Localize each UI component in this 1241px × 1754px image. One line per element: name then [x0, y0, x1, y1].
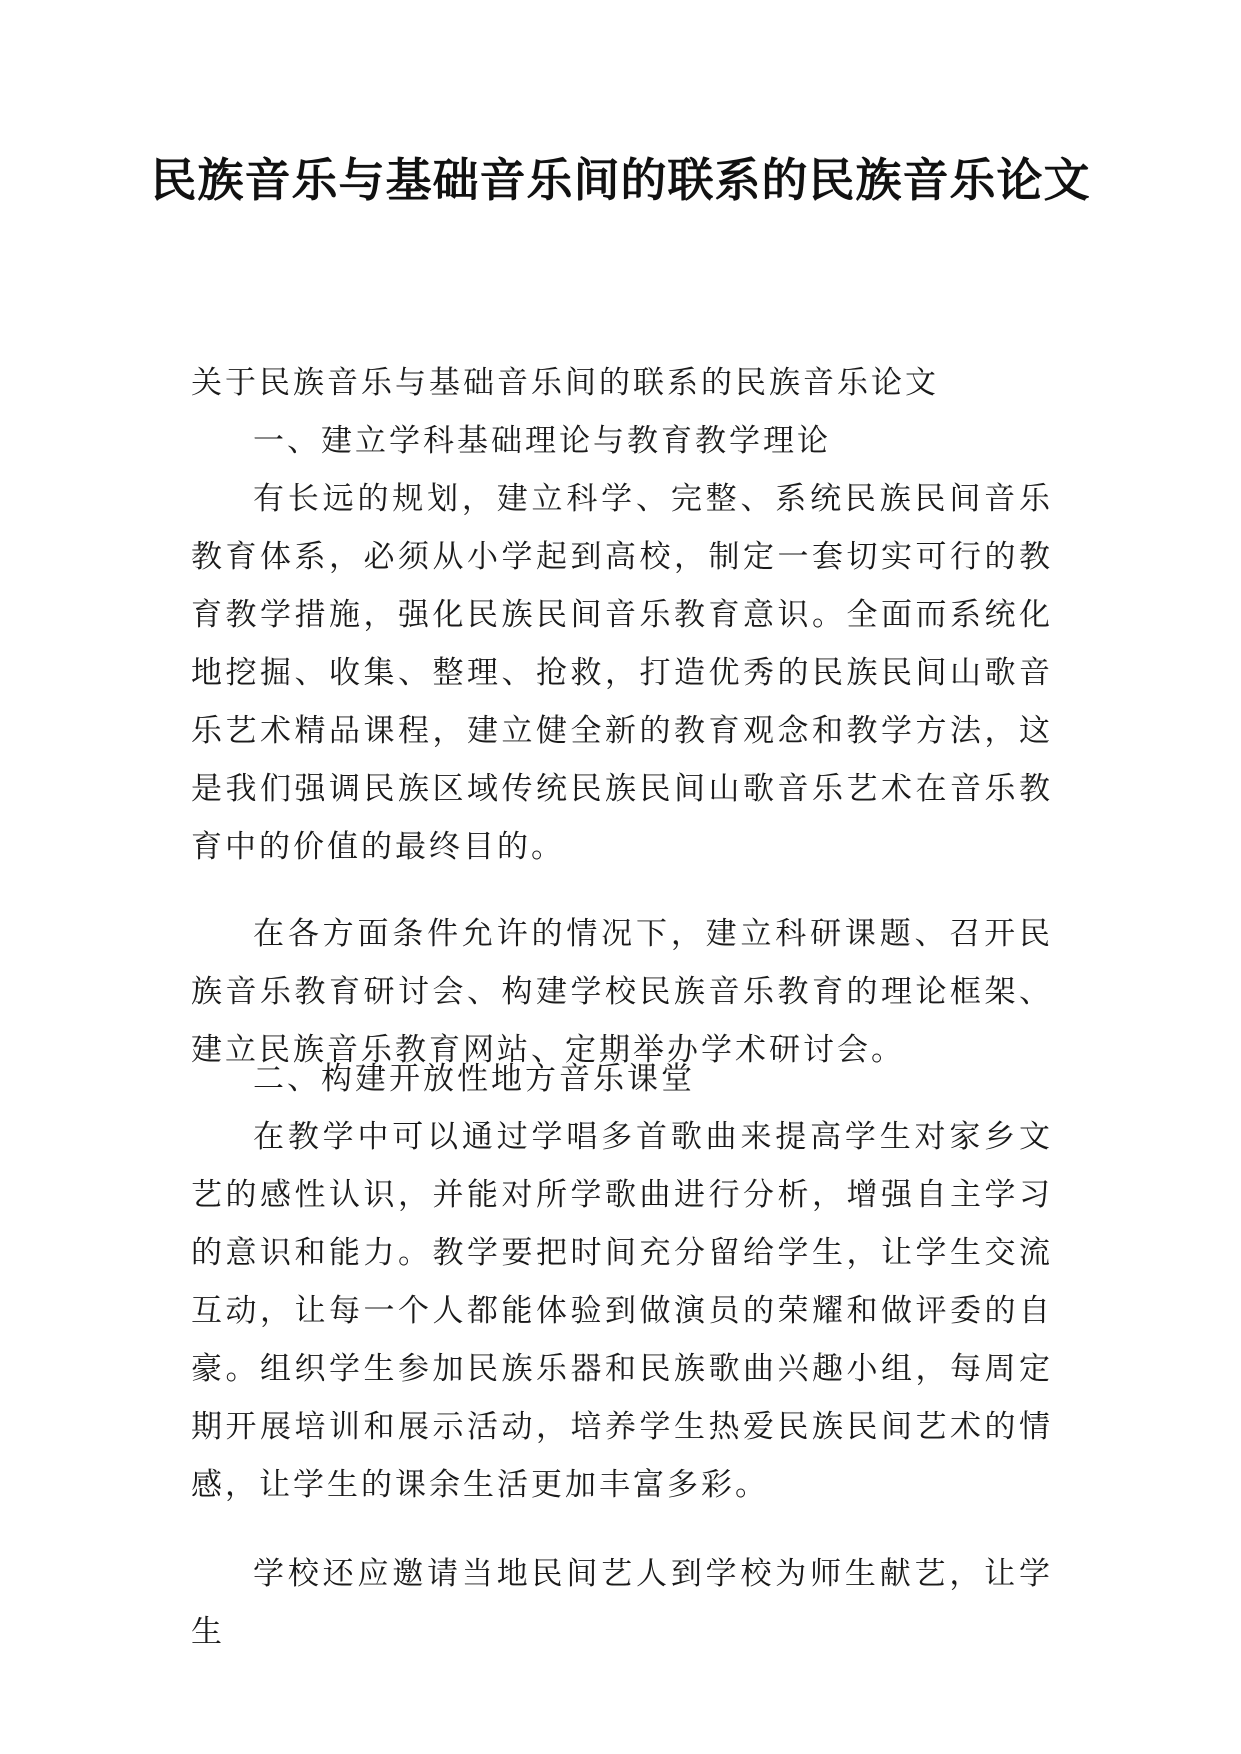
document-subtitle: 关于民族音乐与基础音乐间的联系的民族音乐论文 — [191, 365, 939, 401]
paragraph-3: 在教学中可以通过学唱多首歌曲来提高学生对家乡文艺的感性认识，并能对所学歌曲进行分析，增强自主学习的意识和能力。教学要把时间充分留给学生，让学生交流互动，让每一个人都能体验到做演员的荣耀和做评委的自豪。组织学生参加民族乐器和民族歌曲兴趣小组，每周定期开展培训和展示活动，培养学生热爱民族民间艺术的情感，让学生的课余生活更加丰富多彩。 — [191, 1119, 1053, 1503]
section-heading-2: 二、构建开放性地方音乐课堂 — [253, 1061, 695, 1097]
paragraph-4: 学校还应邀请当地民间艺人到学校为师生献艺，让学生 — [191, 1556, 1053, 1650]
document-title: 民族音乐与基础音乐间的联系的民族音乐论文 — [150, 153, 1091, 207]
section-heading-1: 一、建立学科基础理论与教育教学理论 — [253, 423, 831, 459]
paragraph-1: 有长远的规划，建立科学、完整、系统民族民间音乐教育体系，必须从小学起到高校，制定一套切实可行的教育教学措施，强化民族民间音乐教育意识。全面而系统化地挖掘、收集、整理、抢救，打造优秀的民族民间山歌音乐艺术精品课程，建立健全新的教育观念和教学方法，这是我们强调民族区域传统民族民间山歌音乐艺术在音乐教育中的价值的最终目的。 — [191, 481, 1053, 865]
paragraph-2: 在各方面条件允许的情况下，建立科研课题、召开民族音乐教育研讨会、构建学校民族音乐教育的理论框架、建立民族音乐教育网站、定期举办学术研讨会。 — [191, 916, 1053, 1068]
